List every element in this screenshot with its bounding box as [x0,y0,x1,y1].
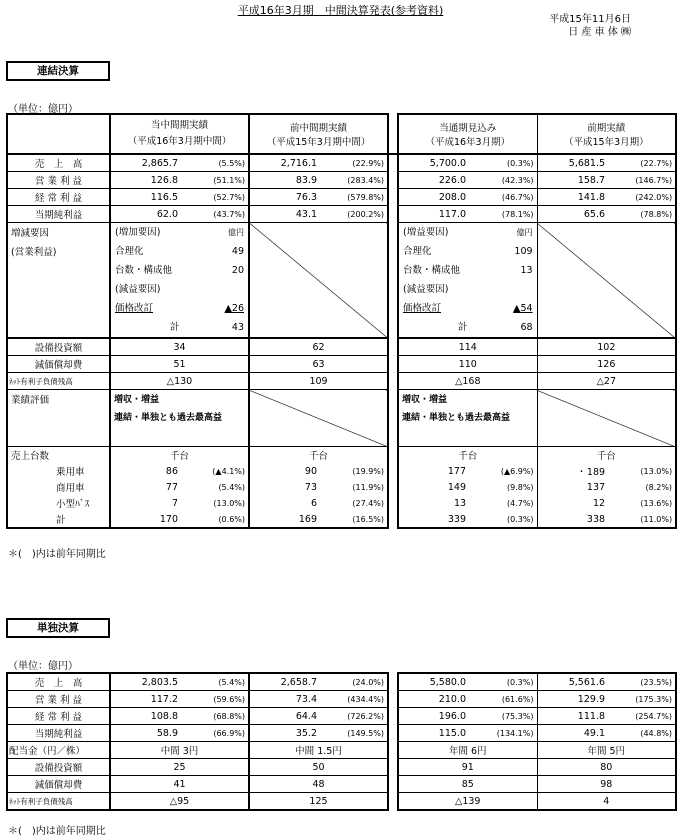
standalone-note: ＊( )内は前年同期比 [8,826,106,837]
col-header-current-interim: 当中間期実績 （平成16年3月期中間） [110,114,249,154]
sa-row-capex: 設備投資額 25 50 91 80 [7,759,676,776]
eval-full: 増収・増益 連結・単独とも過去最高益 [398,390,537,447]
standalone-section-label: 単独決算 [6,618,110,638]
col-header-full-forecast: 当通期見込み （平成16年3月期） [398,114,537,154]
row-ordinary-income: 経 常 利 益 116.5 (52.7%) 76.3 (579.8%) 208.0 (46.7%) 141.8 (242.0%) [7,189,676,206]
sa-row-net-income: 当期純利益 58.9 (66.9%) 35.2 (149.5%) 115.0 (134.1%) 49.1 (44.8%) [7,725,676,742]
sa-row-ordinary-income: 経 常 利 益 108.8 (68.8%) 64.4 (726.2%) 196.0 (75.3%) 111.8 (254.7%) [7,708,676,725]
consolidated-section-label: 連結決算 [6,61,110,81]
sa-row-depreciation: 減価償却費 41 48 85 98 [7,776,676,793]
row-units-commercial: 商用車 77 (5.4%) 73 (11.9%) 149 (9.8%) 137 (8.2%) [7,479,676,495]
row-operating-income: 営 業 利 益 126.8 (51.1%) 83.9 (283.4%) 226.0 (42.3%) 158.7 (146.7%) [7,172,676,189]
sa-row-net-debt: ﾈｯﾄ有利子負債残高 △95 125 △139 4 [7,793,676,811]
consolidated-table [6,113,677,529]
standalone-table [6,672,677,811]
factors-full: (増益要因) 億円 合理化 109 台数・構成他 13 (減益要因) 価格改訂 ▲54 計 68 [398,223,537,339]
row-factors [7,223,676,339]
eval-interim: 増収・増益 連結・単独とも過去最高益 [110,390,249,447]
row-evaluation: 業績評価 増収・増益 連結・単独とも過去最高益 増収・増益 連結・単独とも過去最高益 [7,390,676,447]
document-title: 平成16年3月期 中間決算発表(参考資料) [237,4,444,17]
row-net-income: 当期純利益 62.0 (43.7%) 43.1 (200.2%) 117.0 (78.1%) 65.6 (78.8%) [7,206,676,223]
standalone-unit: （単位：億円） [8,661,78,672]
factors-label: 増減要因 (営業利益) [7,223,110,339]
consolidated-unit: （単位：億円） [8,104,78,115]
row-units-total: 計 170 (0.6%) 169 (16.5%) 339 (0.3%) 338 (11.0%) [7,511,676,528]
eval-prior-full-empty [537,390,676,447]
header-corner [7,114,110,154]
consolidated-note: ＊( )内は前年同期比 [8,549,106,560]
date-block [549,13,631,39]
row-sales: 売 上 高 2,865.7 (5.5%) 2,716.1 (22.9%) 5,700.0 (0.3%) 5,681.5 (22.7%) [7,154,676,172]
sa-row-sales: 売 上 高 2,803.5 (5.4%) 2,658.7 (24.0%) 5,580.0 (0.3%) 5,561.6 (23.5%) [7,673,676,691]
row-units-header: 売上台数 千台 千台 千台 千台 [7,447,676,464]
col-header-prior-full: 前期実績 （平成15年3月期） [537,114,676,154]
company-name: 日 産 車 体 ㈱ [568,27,631,38]
row-net-debt: ﾈｯﾄ有利子負債残高 △130 109 △168 △27 [7,373,676,390]
row-units-minibus: 小型ﾊﾞｽ 7 (13.0%) 6 (27.4%) 13 (4.7%) 12 (13.6%) [7,495,676,511]
factors-interim: (増加要因) 億円 合理化 49 台数・構成他 20 (減益要因) 価格改訂 ▲26 計 43 [110,223,249,339]
row-depreciation: 減価償却費 51 63 110 126 [7,356,676,373]
row-units-passenger: 乗用車 86 (▲4.1%) 90 (19.9%) 177 (▲6.9%) ･ 189 (13.0%) [7,463,676,479]
issue-date: 平成15年11月6日 [549,14,631,25]
sa-row-dividend: 配当金（円／株） 中間 3円 中間 1.5円 年間 6円 年間 5円 [7,742,676,759]
row-capex: 設備投資額 34 62 114 102 [7,338,676,356]
factors-prior-full-empty [537,223,676,339]
col-header-prior-interim: 前中間期実績 （平成15年3月期中間） [249,114,388,154]
sa-row-operating-income: 営 業 利 益 117.2 (59.6%) 73.4 (434.4%) 210.0 (61.6%) 129.9 (175.3%) [7,691,676,708]
factors-prior-interim-empty [249,223,388,339]
eval-prior-interim-empty [249,390,388,447]
